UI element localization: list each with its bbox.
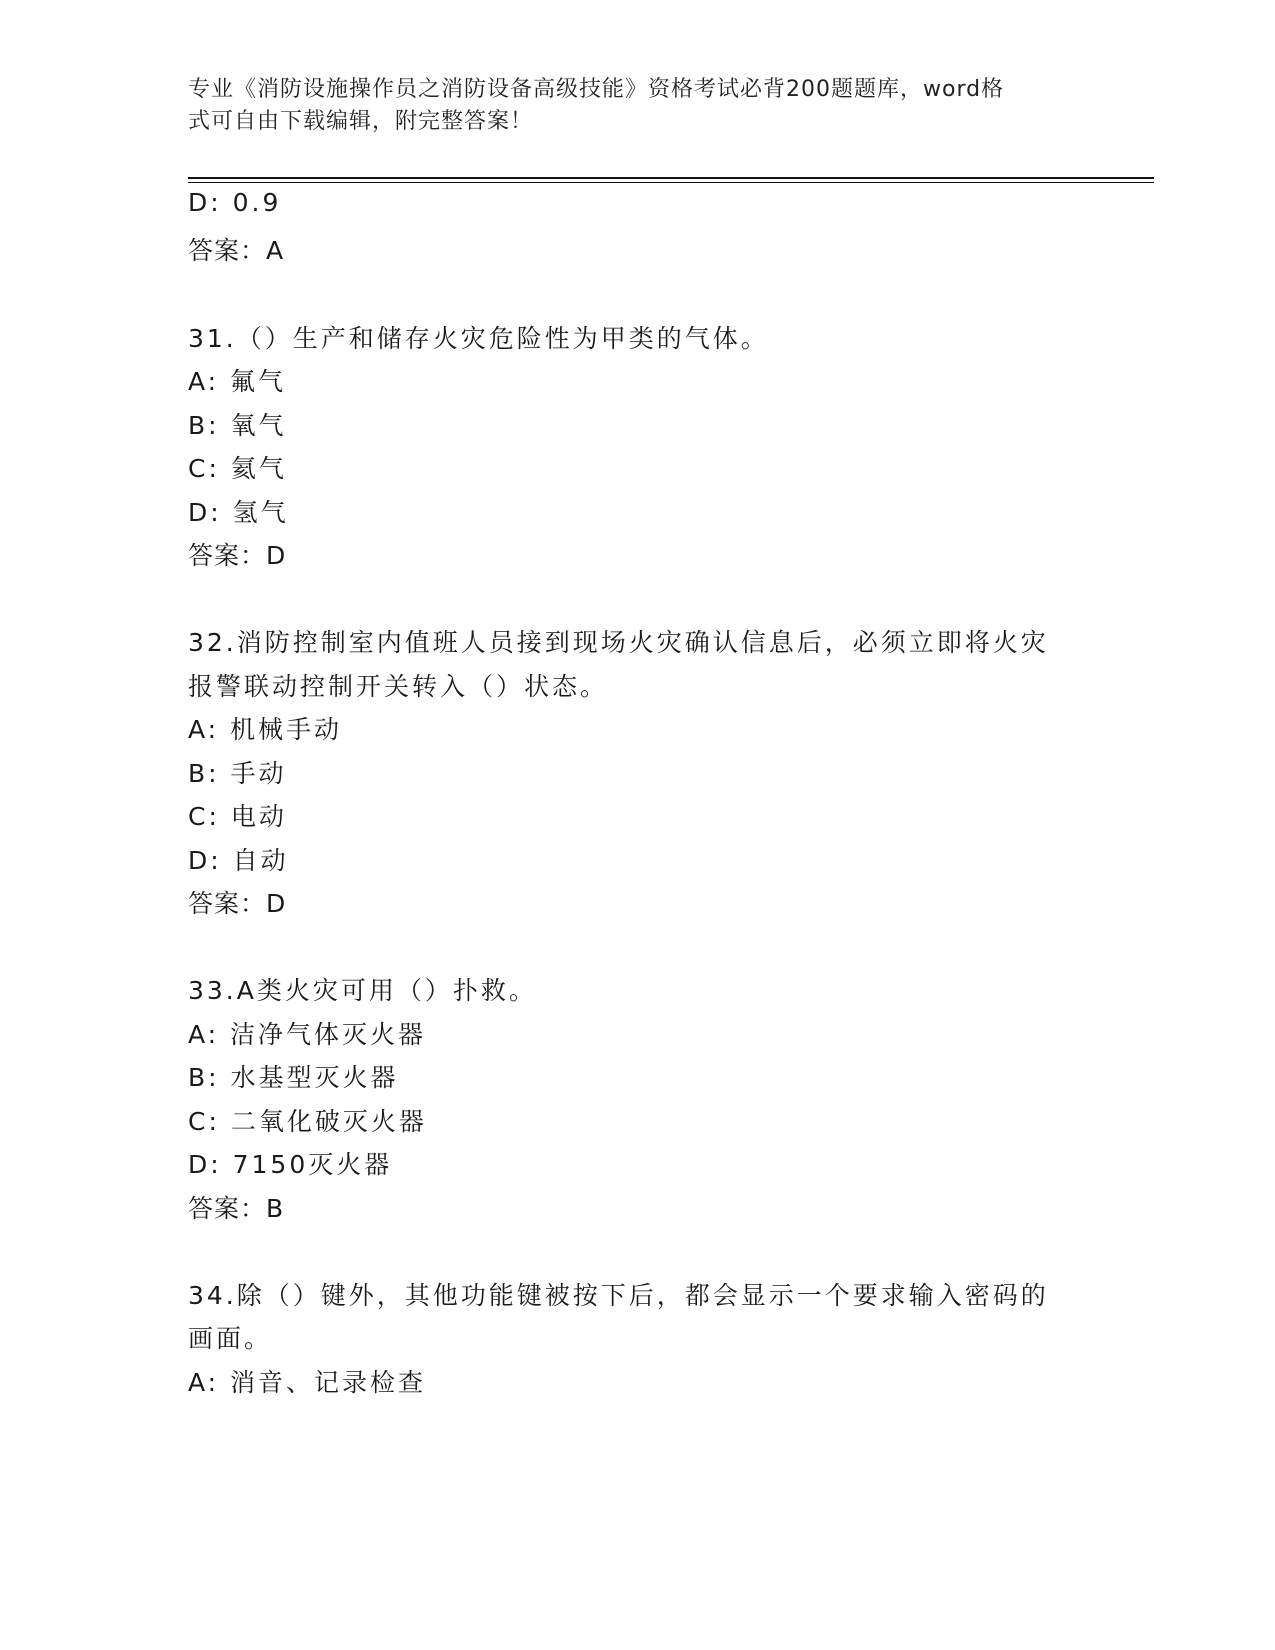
prev-answer: 答案：A [188, 236, 285, 265]
q32-stem-line-1: 32.消防控制室内值班人员接到现场火灾确认信息后，必须立即将火灾 [188, 628, 1049, 657]
header-divider-thick [188, 177, 1154, 179]
header-title-line-1: 专业《消防设施操作员之消防设备高级技能》资格考试必背200题题库，word格 [188, 77, 1005, 102]
q32-option-c: C: 电动 [188, 802, 287, 831]
header-title-line-2: 式可自由下载编辑，附完整答案！ [188, 109, 534, 134]
q31-stem: 31.（）生产和储存火灾危险性为甲类的气体。 [188, 324, 769, 353]
q31-option-d: D: 氢气 [188, 498, 289, 527]
q34-stem-line-1: 34.除（）键外，其他功能键被按下后，都会显示一个要求输入密码的 [188, 1281, 1049, 1310]
prev-option-d: D: 0.9 [188, 188, 282, 217]
q34-option-a: A: 消音、记录检查 [188, 1368, 427, 1397]
q33-answer: 答案：B [188, 1194, 285, 1223]
q32-option-b: B: 手动 [188, 759, 287, 788]
q33-option-d: D: 7150灭火器 [188, 1150, 393, 1179]
q32-option-a: A: 机械手动 [188, 715, 343, 744]
q31-option-c: C: 氦气 [188, 454, 287, 483]
header-divider-thin [188, 182, 1154, 183]
q33-option-b: B: 水基型灭火器 [188, 1063, 399, 1092]
q32-stem-line-2: 报警联动控制开关转入（）状态。 [188, 672, 609, 701]
q31-answer: 答案：D [188, 541, 287, 570]
q33-option-c: C: 二氧化破灭火器 [188, 1107, 427, 1136]
q31-option-a: A: 氟气 [188, 367, 287, 396]
page-header [188, 74, 1068, 138]
q32-answer: 答案：D [188, 889, 287, 918]
q33-option-a: A: 洁净气体灭火器 [188, 1020, 427, 1049]
q32-option-d: D: 自动 [188, 846, 289, 875]
q33-stem: 33.A类火灾可用（）扑救。 [188, 976, 537, 1005]
q34-stem-line-2: 画面。 [188, 1324, 273, 1353]
q31-option-b: B: 氧气 [188, 411, 287, 440]
